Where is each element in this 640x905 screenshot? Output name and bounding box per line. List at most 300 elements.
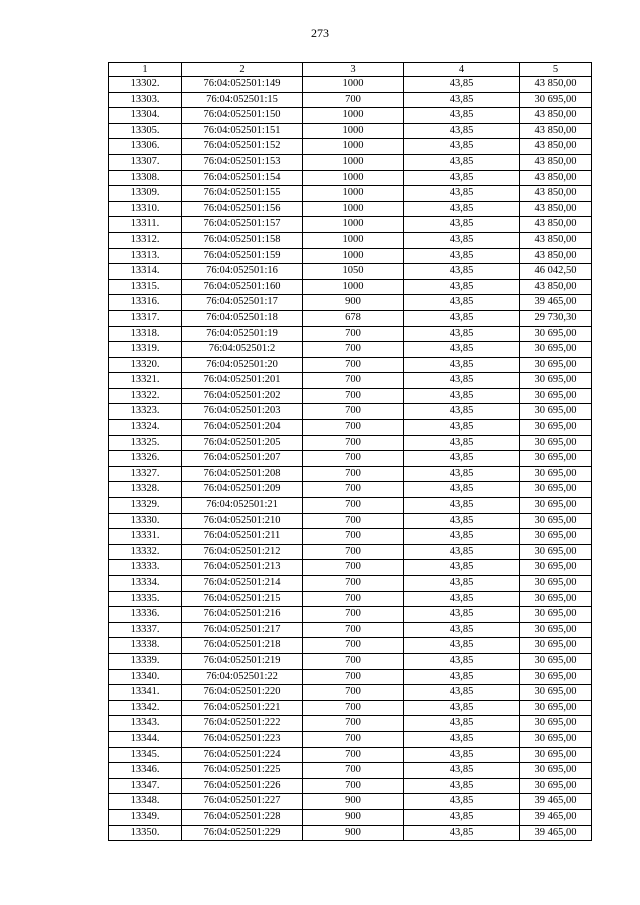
amount-cell: 30 695,00 [520,388,592,404]
cadastral-number-cell: 76:04:052501:150 [182,108,303,124]
rate-cell: 43,85 [404,638,520,654]
amount-cell: 39 465,00 [520,295,592,311]
amount-cell: 30 695,00 [520,607,592,623]
cadastral-number-cell: 76:04:052501:19 [182,326,303,342]
table-row [109,794,592,810]
amount-cell: 30 695,00 [520,716,592,732]
cadastral-number-cell: 76:04:052501:152 [182,139,303,155]
area-cell: 900 [303,825,404,841]
amount-cell: 30 695,00 [520,778,592,794]
area-cell: 700 [303,778,404,794]
table-row [109,201,592,217]
area-cell: 1000 [303,77,404,93]
area-cell: 700 [303,357,404,373]
area-cell: 1000 [303,170,404,186]
table-row [109,700,592,716]
page-number: 273 [311,26,329,40]
area-cell: 700 [303,669,404,685]
amount-cell: 30 695,00 [520,326,592,342]
cadastral-number-cell: 76:04:052501:225 [182,763,303,779]
table-row [109,92,592,108]
amount-cell: 43 850,00 [520,201,592,217]
table-row [109,763,592,779]
amount-cell: 43 850,00 [520,186,592,202]
area-cell: 1000 [303,154,404,170]
amount-cell: 30 695,00 [520,731,592,747]
cadastral-number-cell: 76:04:052501:157 [182,217,303,233]
rate-cell: 43,85 [404,669,520,685]
cadastral-number-cell: 76:04:052501:218 [182,638,303,654]
table-row [109,420,592,436]
row-number-cell: 13334. [109,576,182,592]
cadastral-number-cell: 76:04:052501:2 [182,342,303,358]
row-number-cell: 13349. [109,809,182,825]
cadastral-number-cell: 76:04:052501:220 [182,685,303,701]
rate-cell: 43,85 [404,201,520,217]
cadastral-number-cell: 76:04:052501:156 [182,201,303,217]
cadastral-number-cell: 76:04:052501:202 [182,388,303,404]
row-number-cell: 13341. [109,685,182,701]
cadastral-number-cell: 76:04:052501:205 [182,435,303,451]
rate-cell: 43,85 [404,154,520,170]
table-row [109,825,592,841]
table-row [109,217,592,233]
table-row [109,435,592,451]
rate-cell: 43,85 [404,279,520,295]
area-cell: 1000 [303,248,404,264]
area-cell: 700 [303,373,404,389]
row-number-cell: 13333. [109,560,182,576]
amount-cell: 43 850,00 [520,170,592,186]
area-cell: 700 [303,404,404,420]
area-cell: 700 [303,622,404,638]
cadastral-number-cell: 76:04:052501:221 [182,700,303,716]
row-number-cell: 13350. [109,825,182,841]
table-row [109,77,592,93]
cadastral-number-cell: 76:04:052501:211 [182,529,303,545]
amount-cell: 43 850,00 [520,217,592,233]
amount-cell: 30 695,00 [520,404,592,420]
column-header-2: 2 [182,63,303,77]
column-header-3: 3 [303,63,404,77]
table-row [109,482,592,498]
area-cell: 1000 [303,232,404,248]
row-number-cell: 13304. [109,108,182,124]
table-row [109,264,592,280]
table-row [109,653,592,669]
row-number-cell: 13322. [109,388,182,404]
amount-cell: 43 850,00 [520,248,592,264]
cadastral-number-cell: 76:04:052501:207 [182,451,303,467]
rate-cell: 43,85 [404,747,520,763]
cadastral-number-cell: 76:04:052501:17 [182,295,303,311]
row-number-cell: 13331. [109,529,182,545]
cadastral-number-cell: 76:04:052501:149 [182,77,303,93]
table-row [109,186,592,202]
amount-cell: 30 695,00 [520,638,592,654]
cadastral-number-cell: 76:04:052501:159 [182,248,303,264]
table-row [109,232,592,248]
cadastral-number-cell: 76:04:052501:18 [182,310,303,326]
cadastral-number-cell: 76:04:052501:213 [182,560,303,576]
table-row [109,560,592,576]
amount-cell: 30 695,00 [520,747,592,763]
table-row [109,154,592,170]
area-cell: 700 [303,731,404,747]
rate-cell: 43,85 [404,513,520,529]
row-number-cell: 13338. [109,638,182,654]
rate-cell: 43,85 [404,92,520,108]
amount-cell: 30 695,00 [520,373,592,389]
amount-cell: 30 695,00 [520,544,592,560]
cadastral-number-cell: 76:04:052501:210 [182,513,303,529]
table-row [109,747,592,763]
area-cell: 700 [303,763,404,779]
rate-cell: 43,85 [404,653,520,669]
column-header-1: 1 [109,63,182,77]
table-row [109,170,592,186]
table-row [109,513,592,529]
amount-cell: 30 695,00 [520,591,592,607]
table-row [109,778,592,794]
area-cell: 1000 [303,201,404,217]
area-cell: 700 [303,529,404,545]
table-row [109,139,592,155]
rate-cell: 43,85 [404,326,520,342]
cadastral-number-cell: 76:04:052501:154 [182,170,303,186]
row-number-cell: 13312. [109,232,182,248]
amount-cell: 30 695,00 [520,357,592,373]
area-cell: 1050 [303,264,404,280]
rate-cell: 43,85 [404,217,520,233]
row-number-cell: 13337. [109,622,182,638]
row-number-cell: 13308. [109,170,182,186]
table-row [109,716,592,732]
table-row [109,731,592,747]
row-number-cell: 13347. [109,778,182,794]
rate-cell: 43,85 [404,232,520,248]
area-cell: 900 [303,794,404,810]
cadastral-number-cell: 76:04:052501:209 [182,482,303,498]
area-cell: 700 [303,451,404,467]
rate-cell: 43,85 [404,295,520,311]
area-cell: 700 [303,576,404,592]
area-cell: 700 [303,685,404,701]
area-cell: 700 [303,560,404,576]
row-number-cell: 13318. [109,326,182,342]
register-table [108,62,592,841]
rate-cell: 43,85 [404,731,520,747]
row-number-cell: 13320. [109,357,182,373]
cadastral-number-cell: 76:04:052501:158 [182,232,303,248]
area-cell: 700 [303,607,404,623]
rate-cell: 43,85 [404,264,520,280]
area-cell: 700 [303,591,404,607]
area-cell: 1000 [303,279,404,295]
cadastral-number-cell: 76:04:052501:222 [182,716,303,732]
row-number-cell: 13343. [109,716,182,732]
rate-cell: 43,85 [404,123,520,139]
amount-cell: 43 850,00 [520,232,592,248]
amount-cell: 43 850,00 [520,77,592,93]
cadastral-number-cell: 76:04:052501:208 [182,466,303,482]
rate-cell: 43,85 [404,170,520,186]
amount-cell: 39 465,00 [520,794,592,810]
amount-cell: 43 850,00 [520,108,592,124]
table-row [109,108,592,124]
rate-cell: 43,85 [404,763,520,779]
area-cell: 700 [303,513,404,529]
amount-cell: 43 850,00 [520,139,592,155]
table-row [109,295,592,311]
rate-cell: 43,85 [404,310,520,326]
cadastral-number-cell: 76:04:052501:214 [182,576,303,592]
row-number-cell: 13307. [109,154,182,170]
area-cell: 700 [303,747,404,763]
amount-cell: 30 695,00 [520,435,592,451]
table-row [109,248,592,264]
cadastral-number-cell: 76:04:052501:21 [182,498,303,514]
area-cell: 700 [303,342,404,358]
table-row [109,669,592,685]
area-cell: 700 [303,482,404,498]
rate-cell: 43,85 [404,529,520,545]
table-row [109,638,592,654]
rate-cell: 43,85 [404,77,520,93]
area-cell: 700 [303,638,404,654]
row-number-cell: 13348. [109,794,182,810]
row-number-cell: 13302. [109,77,182,93]
row-number-cell: 13310. [109,201,182,217]
table-row [109,685,592,701]
rate-cell: 43,85 [404,466,520,482]
rate-cell: 43,85 [404,435,520,451]
amount-cell: 30 695,00 [520,513,592,529]
cadastral-number-cell: 76:04:052501:226 [182,778,303,794]
table-row [109,466,592,482]
rate-cell: 43,85 [404,794,520,810]
row-number-cell: 13329. [109,498,182,514]
row-number-cell: 13346. [109,763,182,779]
table-row [109,451,592,467]
rate-cell: 43,85 [404,560,520,576]
row-number-cell: 13339. [109,653,182,669]
table-row [109,591,592,607]
amount-cell: 30 695,00 [520,482,592,498]
row-number-cell: 13306. [109,139,182,155]
table-row [109,622,592,638]
area-cell: 700 [303,544,404,560]
rate-cell: 43,85 [404,809,520,825]
amount-cell: 43 850,00 [520,279,592,295]
cadastral-number-cell: 76:04:052501:216 [182,607,303,623]
cadastral-number-cell: 76:04:052501:212 [182,544,303,560]
amount-cell: 30 695,00 [520,342,592,358]
cadastral-number-cell: 76:04:052501:217 [182,622,303,638]
amount-cell: 30 695,00 [520,498,592,514]
rate-cell: 43,85 [404,716,520,732]
row-number-cell: 13323. [109,404,182,420]
cadastral-number-cell: 76:04:052501:224 [182,747,303,763]
rate-cell: 43,85 [404,498,520,514]
table-row [109,342,592,358]
cadastral-number-cell: 76:04:052501:203 [182,404,303,420]
row-number-cell: 13332. [109,544,182,560]
table-row [109,544,592,560]
row-number-cell: 13328. [109,482,182,498]
row-number-cell: 13314. [109,264,182,280]
area-cell: 1000 [303,139,404,155]
rate-cell: 43,85 [404,357,520,373]
table-row [109,310,592,326]
table-row [109,576,592,592]
rate-cell: 43,85 [404,139,520,155]
row-number-cell: 13330. [109,513,182,529]
rate-cell: 43,85 [404,622,520,638]
cadastral-number-cell: 76:04:052501:219 [182,653,303,669]
table-row [109,123,592,139]
amount-cell: 30 695,00 [520,653,592,669]
cadastral-number-cell: 76:04:052501:155 [182,186,303,202]
table-row [109,404,592,420]
area-cell: 1000 [303,186,404,202]
rate-cell: 43,85 [404,700,520,716]
area-cell: 900 [303,295,404,311]
row-number-cell: 13303. [109,92,182,108]
rate-cell: 43,85 [404,388,520,404]
area-cell: 700 [303,435,404,451]
row-number-cell: 13317. [109,310,182,326]
row-number-cell: 13345. [109,747,182,763]
table-row [109,279,592,295]
cadastral-number-cell: 76:04:052501:228 [182,809,303,825]
cadastral-number-cell: 76:04:052501:16 [182,264,303,280]
row-number-cell: 13305. [109,123,182,139]
amount-cell: 30 695,00 [520,466,592,482]
cadastral-number-cell: 76:04:052501:20 [182,357,303,373]
rate-cell: 43,85 [404,451,520,467]
rate-cell: 43,85 [404,591,520,607]
area-cell: 678 [303,310,404,326]
amount-cell: 29 730,30 [520,310,592,326]
amount-cell: 30 695,00 [520,420,592,436]
row-number-cell: 13319. [109,342,182,358]
row-number-cell: 13321. [109,373,182,389]
row-number-cell: 13327. [109,466,182,482]
amount-cell: 30 695,00 [520,529,592,545]
cadastral-number-cell: 76:04:052501:204 [182,420,303,436]
rate-cell: 43,85 [404,373,520,389]
row-number-cell: 13324. [109,420,182,436]
area-cell: 700 [303,420,404,436]
area-cell: 1000 [303,123,404,139]
table-row [109,607,592,623]
table-row [109,529,592,545]
area-cell: 700 [303,498,404,514]
amount-cell: 30 695,00 [520,700,592,716]
rate-cell: 43,85 [404,108,520,124]
cadastral-number-cell: 76:04:052501:160 [182,279,303,295]
row-number-cell: 13326. [109,451,182,467]
row-number-cell: 13342. [109,700,182,716]
cadastral-number-cell: 76:04:052501:229 [182,825,303,841]
table-row [109,388,592,404]
row-number-cell: 13335. [109,591,182,607]
table-body [109,77,592,841]
cadastral-number-cell: 76:04:052501:153 [182,154,303,170]
cadastral-number-cell: 76:04:052501:201 [182,373,303,389]
area-cell: 700 [303,700,404,716]
row-number-cell: 13344. [109,731,182,747]
amount-cell: 39 465,00 [520,809,592,825]
table-row [109,373,592,389]
area-cell: 700 [303,466,404,482]
area-cell: 700 [303,326,404,342]
table-row [109,357,592,373]
amount-cell: 30 695,00 [520,669,592,685]
amount-cell: 39 465,00 [520,825,592,841]
rate-cell: 43,85 [404,248,520,264]
row-number-cell: 13336. [109,607,182,623]
rate-cell: 43,85 [404,404,520,420]
row-number-cell: 13340. [109,669,182,685]
amount-cell: 30 695,00 [520,560,592,576]
table-row [109,326,592,342]
row-number-cell: 13315. [109,279,182,295]
table-header-row [109,63,592,77]
amount-cell: 46 042,50 [520,264,592,280]
column-header-5: 5 [520,63,592,77]
row-number-cell: 13325. [109,435,182,451]
rate-cell: 43,85 [404,482,520,498]
rate-cell: 43,85 [404,186,520,202]
cadastral-number-cell: 76:04:052501:15 [182,92,303,108]
table-row [109,498,592,514]
row-number-cell: 13313. [109,248,182,264]
rate-cell: 43,85 [404,607,520,623]
area-cell: 700 [303,92,404,108]
amount-cell: 43 850,00 [520,154,592,170]
column-header-4: 4 [404,63,520,77]
cadastral-number-cell: 76:04:052501:215 [182,591,303,607]
rate-cell: 43,85 [404,825,520,841]
area-cell: 700 [303,653,404,669]
rate-cell: 43,85 [404,685,520,701]
area-cell: 700 [303,388,404,404]
amount-cell: 30 695,00 [520,622,592,638]
amount-cell: 30 695,00 [520,92,592,108]
amount-cell: 30 695,00 [520,685,592,701]
amount-cell: 30 695,00 [520,576,592,592]
amount-cell: 30 695,00 [520,763,592,779]
area-cell: 900 [303,809,404,825]
amount-cell: 43 850,00 [520,123,592,139]
amount-cell: 30 695,00 [520,451,592,467]
row-number-cell: 13316. [109,295,182,311]
rate-cell: 43,85 [404,342,520,358]
cadastral-number-cell: 76:04:052501:223 [182,731,303,747]
row-number-cell: 13309. [109,186,182,202]
rate-cell: 43,85 [404,576,520,592]
cadastral-number-cell: 76:04:052501:151 [182,123,303,139]
rate-cell: 43,85 [404,544,520,560]
rate-cell: 43,85 [404,778,520,794]
table-row [109,809,592,825]
cadastral-number-cell: 76:04:052501:227 [182,794,303,810]
rate-cell: 43,85 [404,420,520,436]
area-cell: 1000 [303,108,404,124]
area-cell: 1000 [303,217,404,233]
